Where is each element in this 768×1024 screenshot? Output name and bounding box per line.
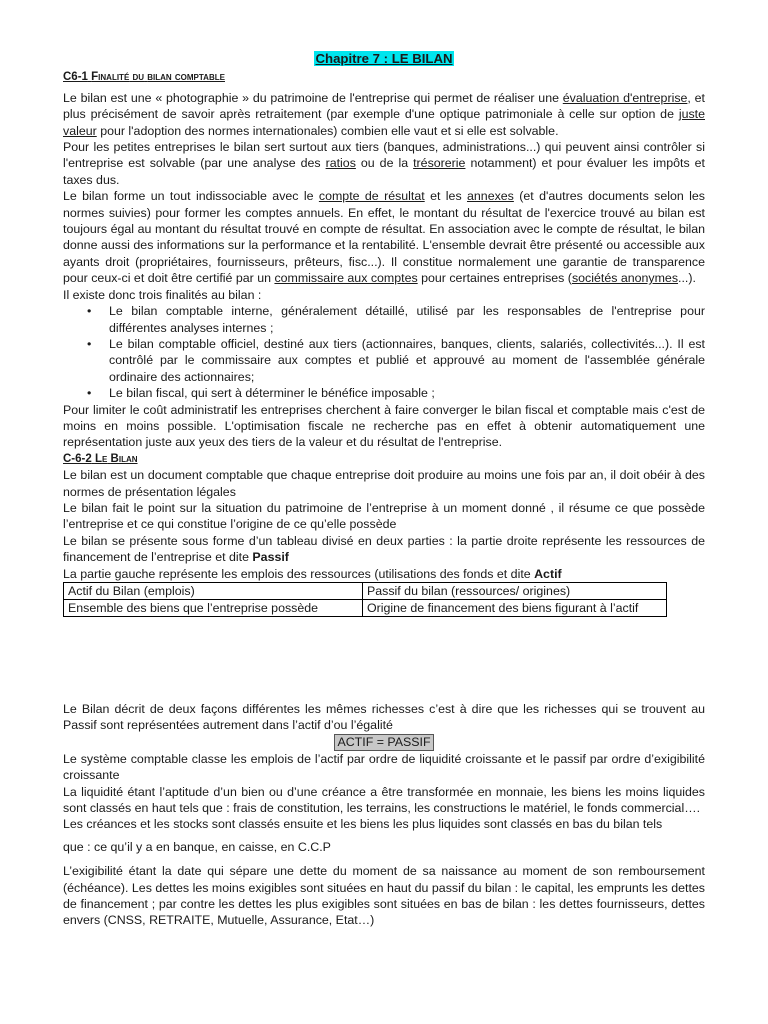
link-juste-valeur[interactable]: juste valeur <box>63 107 705 138</box>
text-run: pour certaines entreprises ( <box>417 271 572 286</box>
list-item: • Le bilan fiscal, qui sert à déterminer le bénéfice imposable ; <box>109 385 705 401</box>
paragraph: que : ce qu’il y a en banque, en caisse, en C.C.P <box>63 839 331 854</box>
bullet-list <box>63 303 705 401</box>
text-run: ou de la <box>355 156 414 171</box>
section-title-word: Le <box>94 452 108 465</box>
bold-term-actif: Actif <box>534 566 562 581</box>
text-run: Le bilan forme un tout indissociable avec le <box>63 189 319 204</box>
text-run: pour l'adoption des normes internationales) combien elle vaut et si elle est solvable. <box>96 123 559 138</box>
equality-wrap <box>63 734 705 751</box>
paragraph: Le bilan fait le point sur la situation du patrimoine de l’entreprise à un moment donné , il résume ce que possède l’entreprise et ce qui constitue l’origine de ce qu’elle possède <box>63 500 705 532</box>
paragraph: L’exigibilité étant la date qui sépare une dette du moment de sa naissance au moment de son remboursement (échéance). Les dettes les moins exigibles sont situées en haut du passif du bilan : le capital, les emprunts les dettes de financement ; par contre les dettes les plus exigibles sont situées en bas de bilan : les dettes fournisseurs, dettes envers (CNSS, RETRAITE, Mutuelle, Assurance, Etat…) <box>63 864 705 928</box>
paragraph: Il existe donc trois finalités au bilan : <box>63 287 262 302</box>
section-title-word: bilan comptable <box>147 71 225 84</box>
link-societes-anonymes[interactable]: sociétés anonymes <box>571 271 679 286</box>
link-compte-de-resultat[interactable]: compte de résultat <box>318 189 425 204</box>
text-run: La partie gauche représente les emplois des ressources (utilisations des fonds et dite <box>63 566 535 581</box>
table-cell: Ensemble des biens que l’entreprise possède <box>64 600 363 617</box>
link-evaluation-entreprise[interactable]: évaluation d'entreprise <box>562 90 688 105</box>
section-title-word: Bilan <box>110 452 138 465</box>
paragraph: Le Bilan décrit de deux façons différentes les mêmes richesses c’est à dire que les richesses qui se trouvent au Passif sont représentées autrement dans l’actif d’ou l’égalité <box>63 702 705 733</box>
title-wrap <box>63 51 705 67</box>
section-number: C6-1 <box>63 71 88 84</box>
text-run: notamment) et pour évaluer les impôts et taxes dus. <box>63 156 705 187</box>
paragraph <box>63 533 705 566</box>
table-cell: Actif du Bilan (emplois) <box>64 583 363 600</box>
paragraph: Le système comptable classe les emplois de l’actif par ordre de liquidité croissante et le passif par ordre d’exigibilité croissante <box>63 751 705 783</box>
bold-term-passif: Passif <box>252 550 289 565</box>
text-run: Pour les petites entreprises le bilan sert surtout aux tiers (banques, administrations...) qui peuvent ainsi contrôler si l'entreprise est solvable (par une analyse des <box>63 140 705 171</box>
paragraph <box>63 566 705 582</box>
section-title-word: du <box>132 71 145 84</box>
section-number: C-6-2 <box>63 452 92 465</box>
text-run: et les <box>424 189 468 204</box>
section-title-word: Finalité <box>91 71 130 84</box>
table-row <box>64 600 667 617</box>
paragraph: Les créances et les stocks sont classés ensuite et les biens les plus liquides sont classés en bas du bilan tels <box>63 817 663 832</box>
paragraph <box>63 139 705 188</box>
table-cell: Origine de financement des biens figurant à l’actif <box>363 600 667 617</box>
link-commissaire-aux-comptes[interactable]: commissaire aux comptes <box>274 271 418 286</box>
link-ratios[interactable]: ratios <box>325 156 356 171</box>
paragraph <box>63 188 705 286</box>
link-tresorerie[interactable]: trésorerie <box>413 156 466 171</box>
chapter-title: Chapitre 7 : LE BILAN <box>315 51 453 66</box>
paragraph: Le bilan est un document comptable que chaque entreprise doit produire au moins une fois par an, il doit obéir à des normes de présentation légales <box>63 468 705 499</box>
text-run: Le bilan se présente sous forme d’un tableau divisé en deux parties : la partie droite représente les ressources de financement de l’entreprise et dite <box>63 533 705 565</box>
paragraph <box>63 90 705 139</box>
section-heading-1 <box>63 69 705 85</box>
table-cell: Passif du bilan (ressources/ origines) <box>363 583 667 600</box>
paragraph: La liquidité étant l’aptitude d’un bien ou d’une créance a être transformée en monnaie, les biens les moins liquides sont classés en haut tels que : frais de constitution, les terrains, les constructions le matériel, le fonds commercial…. <box>63 784 705 816</box>
text-run: ...). <box>678 271 696 286</box>
blank-space <box>63 617 705 701</box>
document-page <box>63 48 705 929</box>
paragraph: Pour limiter le coût administratif les entreprises cherchent à faire converger le bilan fiscal et comptable mais c'est de moins en moins possible. L'optimisation fiscale ne recherche pas en effet à obtenir automatiquement une représentation juste aux yeux des tiers de la valeur et du résultat de l'entreprise. <box>63 402 705 450</box>
table-row <box>64 583 667 600</box>
list-item: • Le bilan comptable officiel, destiné aux tiers (actionnaires, banques, clients, salariés, collectivités...). Il est contrôlé par le commissaire aux comptes et publié et approuvé au moment de l'assemblée générale ordinaire des actionnaires; <box>109 336 705 385</box>
text-run: , et plus précisément de savoir après retraitement (par exemple d'une optique patrimoniale à celle sur option de <box>63 90 705 122</box>
text-run: Le bilan est une « photographie » du patrimoine de l'entreprise qui permet de réaliser une <box>63 90 563 105</box>
section-heading-2 <box>63 451 705 467</box>
link-annexes[interactable]: annexes <box>467 189 514 204</box>
bilan-table <box>63 582 667 617</box>
equality-box: ACTIF = PASSIF <box>334 734 433 751</box>
list-item: • Le bilan comptable interne, généralement détaillé, utilisé par les responsables de l'entreprise pour différentes analyses internes ; <box>109 303 705 336</box>
text-run: (et d'autres documents selon les normes suivies) pour former les comptes annuels. En effet, le montant du résultat de l'exercice trouvé au bilan est toujours égal au montant du résultat trouvé en compte de résultat. En association avec le compte de résultat, le bilan donne aussi des informations sur la performance et la rentabilité. L'ensemble devrait être présenté ou accessible aux ayants droit (propriétaires, fournisseurs, prêteurs, fisc...). Il constitue normalement une garantie de transparence pour ceux-ci et doit être certifié par un <box>63 189 705 286</box>
